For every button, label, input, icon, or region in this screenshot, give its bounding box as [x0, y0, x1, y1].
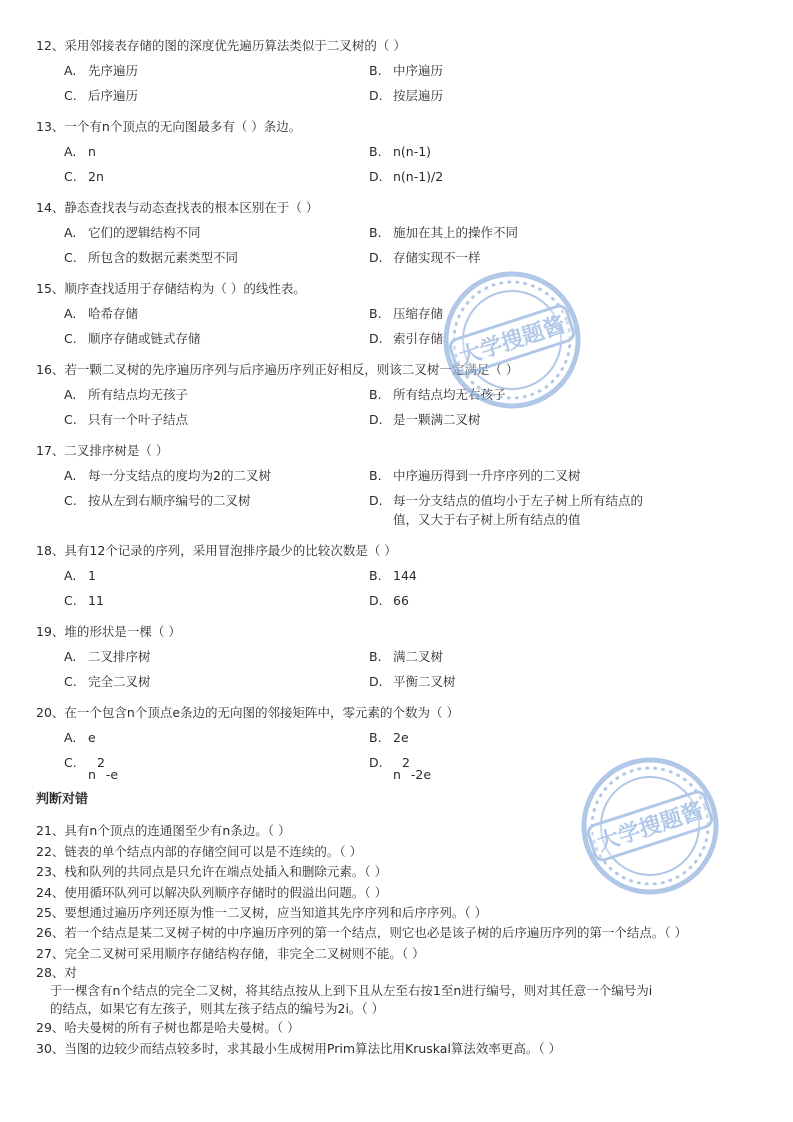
option-letter: C.: [64, 593, 77, 608]
judgement-item-28: [36, 964, 776, 1018]
option-text: 2e: [393, 730, 409, 745]
option-text: 存储实现不一样: [393, 250, 481, 265]
option-b: [369, 466, 581, 485]
option-letter: C.: [64, 331, 77, 346]
option-c: [64, 491, 369, 529]
judgement-item-30: 30、当图的边较少而结点较多时，求其最小生成树用Prim算法比用Kruskal算法效率更高。（ ）: [36, 1040, 562, 1056]
option-letter: C.: [64, 88, 77, 103]
option-c: [64, 591, 369, 610]
option-text: 11: [88, 593, 104, 608]
option-a: [64, 385, 369, 404]
option-letter: B.: [369, 144, 382, 159]
option-letter: B.: [369, 730, 382, 745]
option-row: [64, 488, 776, 532]
option-letter: A.: [64, 63, 77, 78]
option-a: [64, 647, 369, 666]
formula-rest: -2e: [410, 767, 432, 782]
exam-content: [36, 33, 776, 1059]
judgement-line: 于一棵含有n个结点的完全二叉树，将其结点按从上到下且从左至右按1至n进行编号，则对其任意一个编号为i: [50, 983, 653, 999]
option-text: 哈希存储: [88, 306, 139, 321]
judgement-item-29: 29、哈夫曼树的所有子树也都是哈夫曼树。（ ）: [36, 1020, 300, 1036]
option-b: [369, 728, 409, 747]
option-text: 144: [393, 568, 417, 583]
option-letter: D.: [369, 674, 383, 689]
formula-base: n: [88, 767, 96, 782]
option-row: [64, 245, 776, 270]
formula-base: n: [393, 767, 401, 782]
option-letter: A.: [64, 144, 77, 159]
question-stem: 12、采用邻接表存储的图的深度优先遍历算法类似于二叉树的（ ）: [36, 38, 406, 53]
judgement-item-25: 25、要想通过遍历序列还原为惟一二叉树，应当知道其先序序列和后序序列。（ ）: [36, 904, 488, 920]
option-text: e: [88, 730, 96, 745]
question-stem: 14、静态查找表与动态查找表的根本区别在于（ ）: [36, 200, 319, 215]
question-19: [36, 619, 776, 694]
option-a: [64, 566, 369, 585]
option-letter: B.: [369, 225, 382, 240]
option-letter: D.: [369, 412, 383, 427]
option-c: [64, 672, 369, 691]
formula: [393, 753, 432, 782]
option-b: [369, 304, 443, 323]
option-text: 所有结点均无右孩子: [393, 387, 506, 402]
option-text: 所有结点均无孩子: [88, 387, 189, 402]
option-letter: B.: [369, 387, 382, 402]
option-letter: D.: [369, 593, 383, 608]
option-letter: C.: [64, 755, 77, 770]
option-text: 先序遍历: [88, 63, 139, 78]
option-text: 施加在其上的操作不同: [393, 225, 519, 240]
option-text: 2n: [88, 169, 104, 184]
option-b: [369, 142, 431, 161]
option-b: [369, 566, 417, 585]
option-text: 是一颗满二叉树: [393, 412, 481, 427]
option-d: [369, 410, 481, 429]
option-letter: B.: [369, 63, 382, 78]
question-13: [36, 114, 776, 189]
option-letter: C.: [64, 493, 77, 508]
option-d: [369, 86, 443, 105]
option-letter: D.: [369, 493, 383, 508]
option-c: [64, 410, 369, 429]
option-c: [64, 753, 369, 782]
judgement-item-23: 23、栈和队列的共同点是只允许在端点处插入和删除元素。（ ）: [36, 864, 388, 880]
option-b: [369, 223, 518, 242]
option-letter: D.: [369, 250, 383, 265]
option-row: [64, 563, 776, 588]
option-letter: A.: [64, 468, 77, 483]
question-stem: 13、一个有n个顶点的无向图最多有（ ）条边。: [36, 119, 302, 134]
option-letter: B.: [369, 468, 382, 483]
option-text: 按层遍历: [393, 88, 444, 103]
option-letter: A.: [64, 225, 77, 240]
option-letter: B.: [369, 306, 382, 321]
option-text: 顺序存储或链式存储: [88, 331, 201, 346]
option-a: [64, 61, 369, 80]
option-text: 二叉排序树: [88, 649, 151, 664]
option-row: [64, 750, 776, 782]
option-letter: C.: [64, 169, 77, 184]
option-letter: A.: [64, 306, 77, 321]
option-row: [64, 463, 776, 488]
option-row: [64, 588, 776, 613]
judgement-item-24: 24、使用循环队列可以解决队列顺序存储时的假溢出问题。（ ）: [36, 884, 388, 900]
judgement-item-21: 21、具有n个顶点的连通图至少有n条边。（ ）: [36, 823, 291, 839]
option-letter: A.: [64, 387, 77, 402]
option-b: [369, 647, 443, 666]
question-18: [36, 538, 776, 613]
option-row: [64, 164, 776, 189]
option-d: [369, 248, 481, 267]
watermark-text: 大学搜题酱: [594, 798, 707, 857]
option-c: [64, 329, 369, 348]
judgement-line: 28、对: [36, 965, 77, 981]
option-c: [64, 167, 369, 186]
formula-rest: -e: [105, 767, 119, 782]
option-letter: B.: [369, 649, 382, 664]
option-d: [369, 167, 443, 186]
option-text: 它们的逻辑结构不同: [88, 225, 201, 240]
question-14: [36, 195, 776, 270]
option-d: [369, 672, 456, 691]
option-a: [64, 304, 369, 323]
option-d: [369, 329, 443, 348]
option-text: 后序遍历: [88, 88, 139, 103]
option-text: n: [88, 144, 96, 159]
option-row: [64, 326, 776, 351]
formula: [88, 753, 119, 782]
option-text: 完全二叉树: [88, 674, 151, 689]
judgement-line: 的结点，如果它有左孩子，则其左孩子结点的编号为2i。（ ）: [50, 1001, 385, 1017]
option-text: 中序遍历: [393, 63, 444, 78]
option-row: [64, 301, 776, 326]
watermark-text: 大学搜题酱: [456, 312, 569, 371]
judgement-item-27: 27、完全二叉树可采用顺序存储结构存储，非完全二叉树则不能。（ ）: [36, 945, 425, 961]
formula-exponent: 2: [96, 755, 105, 770]
option-text: 中序遍历得到一升序序列的二叉树: [393, 468, 581, 483]
option-letter: C.: [64, 674, 77, 689]
formula-exponent: 2: [401, 755, 410, 770]
option-a: [64, 466, 369, 485]
judgement-list: [36, 821, 776, 1059]
option-letter: B.: [369, 568, 382, 583]
question-15: [36, 276, 776, 351]
option-text: n(n-1): [393, 144, 432, 159]
option-row: [64, 382, 776, 407]
option-a: [64, 142, 369, 161]
question-stem: 15、顺序查找适用于存储结构为（ ）的线性表。: [36, 281, 306, 296]
option-letter: D.: [369, 331, 383, 346]
option-text: 满二叉树: [393, 649, 444, 664]
question-stem: 16、若一颗二叉树的先序遍历序列与后序遍历序列正好相反，则该二叉树一定满足（ ）: [36, 362, 519, 377]
question-16: [36, 357, 776, 432]
option-d: [369, 491, 649, 529]
judgement-item-22: 22、链表的单个结点内部的存储空间可以是不连续的。（ ）: [36, 843, 363, 859]
option-text: 压缩存储: [393, 306, 444, 321]
option-text: n(n-1)/2: [393, 169, 444, 184]
question-stem: 17、二叉排序树是（ ）: [36, 443, 169, 458]
option-text: 平衡二叉树: [393, 674, 456, 689]
option-letter: D.: [369, 88, 383, 103]
option-text: 所包含的数据元素类型不同: [88, 250, 239, 265]
option-row: [64, 58, 776, 83]
option-letter: D.: [369, 169, 383, 184]
question-17: [36, 438, 776, 532]
option-text: 索引存储: [393, 331, 444, 346]
question-stem: 18、具有12个记录的序列，采用冒泡排序最少的比较次数是（ ）: [36, 543, 397, 558]
option-d: [369, 753, 432, 782]
option-c: [64, 86, 369, 105]
option-row: [64, 220, 776, 245]
option-row: [64, 669, 776, 694]
option-letter: A.: [64, 649, 77, 664]
option-letter: D.: [369, 755, 383, 770]
option-b: [369, 61, 443, 80]
option-text: 1: [88, 568, 96, 583]
judgement-item-26: 26、若一个结点是某二叉树子树的中序遍历序列的第一个结点，则它也必是该子树的后序遍历序列的第一个结点。（ ）: [36, 925, 688, 941]
option-letter: A.: [64, 730, 77, 745]
option-b: [369, 385, 506, 404]
option-text: 66: [393, 593, 409, 608]
option-row: [64, 725, 776, 750]
option-d: [369, 591, 409, 610]
option-row: [64, 407, 776, 432]
option-c: [64, 248, 369, 267]
option-row: [64, 644, 776, 669]
option-text: 只有一个叶子结点: [88, 412, 189, 427]
question-20: [36, 700, 776, 782]
option-row: [64, 139, 776, 164]
option-a: [64, 223, 369, 242]
option-letter: C.: [64, 250, 77, 265]
option-a: [64, 728, 369, 747]
option-text: 每一分支结点的度均为2的二叉树: [88, 468, 271, 483]
option-letter: A.: [64, 568, 77, 583]
question-stem: 19、堆的形状是一棵（ ）: [36, 624, 181, 639]
option-text: 按从左到右顺序编号的二叉树: [88, 493, 251, 508]
option-text: 每一分支结点的值均小于左子树上所有结点的值，又大于右子树上所有结点的值: [393, 493, 644, 527]
option-row: [64, 83, 776, 108]
question-stem: 20、在一个包含n个顶点e条边的无向图的邻接矩阵中，零元素的个数为（ ）: [36, 705, 459, 720]
option-letter: C.: [64, 412, 77, 427]
section-title: 判断对错: [36, 791, 89, 807]
question-12: [36, 33, 776, 108]
